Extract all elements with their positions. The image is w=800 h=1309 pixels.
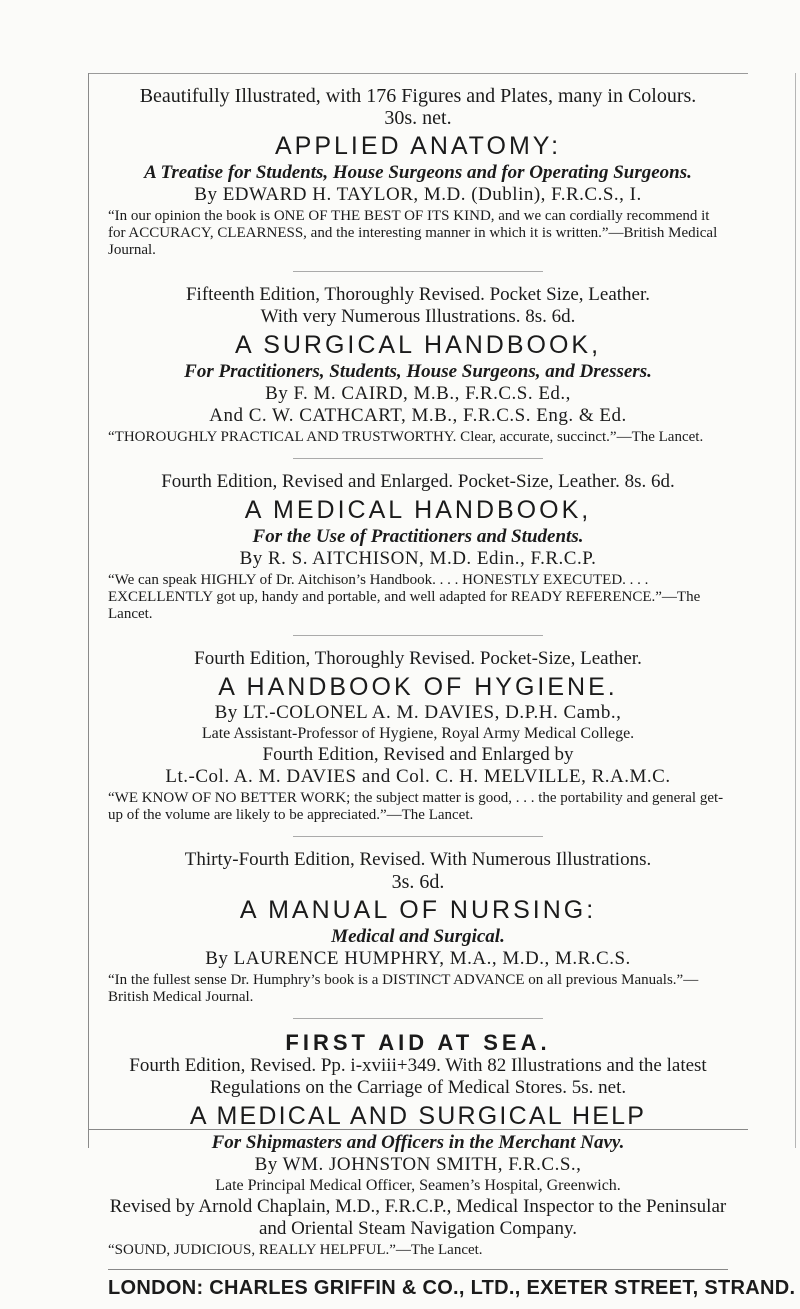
- intro-line: Beautifully Illustrated, with 176 Figures and Plates, many in Colours.: [139, 85, 697, 107]
- book-title: A SURGICAL HANDBOOK,: [234, 331, 602, 359]
- book-hygiene: [108, 648, 728, 824]
- edition-line-2: With very Numerous Illustrations. 8s. 6d.: [260, 306, 576, 327]
- revisers: Lt.-Col. A. M. DAVIES and Col. C. H. MELVILLE, R.A.M.C.: [165, 766, 671, 787]
- imprint-rule: [108, 1269, 728, 1270]
- section-heading: FIRST AID AT SEA.: [285, 1030, 551, 1055]
- separator: [293, 635, 543, 636]
- author-position: Late Principal Medical Officer, Seamen’s Hospital, Greenwich.: [215, 1177, 621, 1194]
- separator: [293, 836, 543, 837]
- review-quote: “In our opinion the book is ONE OF THE BEST OF ITS KIND, and we can cordially recommend it for ACCURACY, CLEARNESS, and the interesting manner in which it is written.”—British Medical Journal.: [108, 208, 718, 258]
- review-quote: “We can speak HIGHLY of Dr. Aitchison’s Handbook. . . . HONESTLY EXECUTED. . . . EXCELLENTLY got up, handy and portable, and well adapted for READY REFERENCE.”—The Lancet.: [108, 572, 701, 622]
- review-quote: “THOROUGHLY PRACTICAL AND TRUSTWORTHY. Clear, accurate, succinct.”—The Lancet.: [108, 429, 704, 445]
- reviser-line: Revised by Arnold Chaplain, M.D., F.R.C.P., Medical Inspector to the Peninsular and Oriental Steam Navigation Company.: [109, 1196, 727, 1239]
- book-author-2: And C. W. CATHCART, M.B., F.R.C.S. Eng. & Ed.: [209, 405, 627, 426]
- book-author: By F. M. CAIRD, M.B., F.R.C.S. Ed.,: [265, 383, 571, 404]
- author-position: Late Assistant-Professor of Hygiene, Royal Army Medical College.: [201, 725, 635, 742]
- review-quote: “In the fullest sense Dr. Humphry’s book is a DISTINCT ADVANCE on all previous Manuals.”—British Medical Journal.: [108, 972, 699, 1005]
- edition-line: Fourth Edition, Revised. Pp. i-xviii+349. With 82 Illustrations and the latest Regulations on the Carriage of Medical Stores. 5s. net.: [129, 1055, 707, 1098]
- top-rule: [88, 73, 748, 74]
- publisher-imprint: LONDON: CHARLES GRIFFIN & CO., LTD., EXETER STREET, STRAND.: [108, 1277, 796, 1299]
- edition-line: Fifteenth Edition, Thoroughly Revised. Pocket Size, Leather.: [185, 284, 650, 305]
- revision-line: Fourth Edition, Revised and Enlarged by: [262, 744, 574, 765]
- book-title: APPLIED ANATOMY:: [274, 132, 562, 160]
- content: [108, 77, 796, 1300]
- book-applied-anatomy: [108, 85, 728, 259]
- book-subtitle: For Practitioners, Students, House Surgeons, and Dressers.: [184, 361, 652, 382]
- book-title: A MEDICAL AND SURGICAL HELP: [189, 1102, 647, 1130]
- separator: [293, 271, 543, 272]
- book-nursing: [108, 849, 728, 1006]
- book-author: By LT.-COLONEL A. M. DAVIES, D.P.H. Camb.,: [214, 702, 622, 723]
- left-rule: [88, 73, 89, 1148]
- advertisement-page: [88, 73, 796, 1299]
- book-subtitle: For the Use of Practitioners and Students.: [252, 526, 584, 547]
- review-quote: “WE KNOW OF NO BETTER WORK; the subject matter is good, . . . the portability and general get-up of the volume are likely to be appreciated.”—The Lancet.: [108, 790, 724, 823]
- book-surgical-handbook: [108, 284, 728, 446]
- book-author: By WM. JOHNSTON SMITH, F.R.C.S.,: [254, 1154, 582, 1175]
- book-author: By R. S. AITCHISON, M.D. Edin., F.R.C.P.: [239, 548, 597, 569]
- separator: [293, 458, 543, 459]
- edition-line: Fourth Edition, Thoroughly Revised. Pocket-Size, Leather.: [194, 648, 642, 669]
- book-medical-handbook: [108, 471, 728, 623]
- book-subtitle: A Treatise for Students, House Surgeons and for Operating Surgeons.: [144, 162, 692, 183]
- price: 30s. net.: [384, 107, 452, 129]
- book-subtitle: Medical and Surgical.: [331, 926, 505, 947]
- edition-line: Thirty-Fourth Edition, Revised. With Numerous Illustrations.: [184, 849, 652, 870]
- right-rule: [795, 73, 796, 1148]
- book-title: A HANDBOOK OF HYGIENE.: [218, 673, 618, 701]
- edition-line: Fourth Edition, Revised and Enlarged. Pocket-Size, Leather. 8s. 6d.: [161, 471, 675, 492]
- separator: [293, 1018, 543, 1019]
- book-author: By EDWARD H. TAYLOR, M.D. (Dublin), F.R.C.S., I.: [194, 184, 642, 205]
- book-author: By LAURENCE HUMPHRY, M.A., M.D., M.R.C.S.: [205, 948, 631, 969]
- price: 3s. 6d.: [391, 871, 445, 893]
- book-first-aid-at-sea: [108, 1031, 728, 1259]
- book-title: A MEDICAL HANDBOOK,: [244, 496, 592, 524]
- book-title: A MANUAL OF NURSING:: [239, 896, 597, 924]
- book-subtitle: For Shipmasters and Officers in the Merchant Navy.: [211, 1132, 625, 1153]
- review-quote: “SOUND, JUDICIOUS, REALLY HELPFUL.”—The Lancet.: [108, 1242, 483, 1258]
